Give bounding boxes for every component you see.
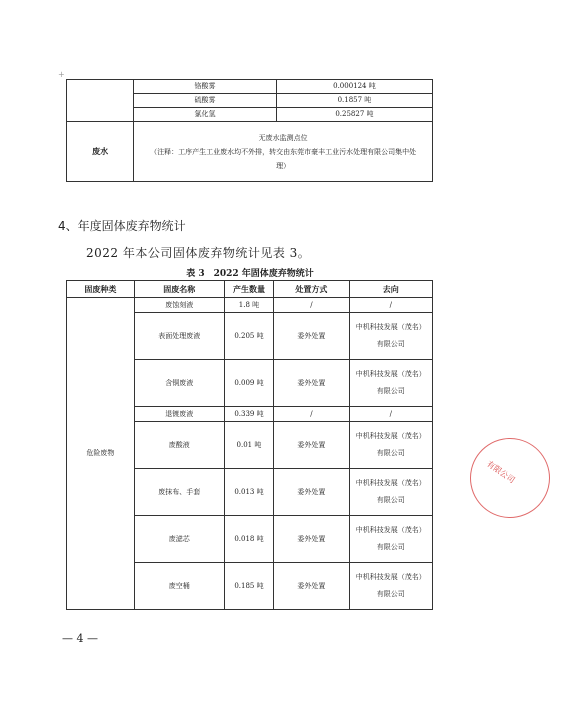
pollutant-value: 0.1857 吨 [276,94,432,108]
pollutant-value: 0.000124 吨 [276,80,432,94]
emissions-table [66,79,433,182]
company-seal [454,422,565,533]
waste-quantity: 0.339 吨 [224,407,274,422]
waste-destination: / [349,407,432,422]
header-method: 处置方式 [274,281,349,298]
section-paragraph: 2022 年本公司固体废弃物统计见表 3。 [86,246,311,260]
pollutant-name: 硫酸雾 [134,94,277,108]
waste-name: 退镀废液 [134,407,224,422]
solid-waste-table [66,280,433,610]
waste-quantity: 1.8 吨 [224,298,274,313]
pollutant-value: 0.25827 吨 [276,108,432,122]
waste-destination: 中机科技发展（茂名）有限公司 [349,563,432,610]
waste-quantity: 0.185 吨 [224,563,274,610]
disposal-method: / [274,407,349,422]
waste-destination: 中机科技发展（茂名）有限公司 [349,313,432,360]
table-caption: 表 3 2022 年固体废弃物统计 [186,269,314,279]
wastewater-description [134,122,433,182]
waste-name: 废蚀刻液 [134,298,224,313]
waste-quantity: 0.01 吨 [224,422,274,469]
waste-quantity: 0.013 吨 [224,469,274,516]
waste-destination: 中机科技发展（茂名）有限公司 [349,360,432,407]
pollutant-name: 铬酸雾 [134,80,277,94]
waste-quantity: 0.018 吨 [224,516,274,563]
wastewater-line1: 无废水监测点位 [258,133,308,142]
disposal-method: 委外处置 [274,422,349,469]
waste-name: 废抹布、手套 [134,469,224,516]
waste-name: 废空桶 [134,563,224,610]
waste-destination: 中机科技发展（茂名）有限公司 [349,422,432,469]
table-cell [67,80,134,122]
disposal-method: 委外处置 [274,360,349,407]
table-row [67,298,433,313]
waste-category: 危险废物 [67,298,135,610]
waste-destination: 中机科技发展（茂名）有限公司 [349,516,432,563]
section-heading: 4、年度固体废弃物统计 [58,219,186,233]
waste-name: 废酸液 [134,422,224,469]
header-quantity: 产生数量 [224,281,274,298]
disposal-method: 委外处置 [274,563,349,610]
header-category: 固废种类 [67,281,135,298]
waste-destination: 中机科技发展（茂名）有限公司 [349,469,432,516]
table-row [67,122,433,182]
table-row [67,80,433,94]
header-destination: 去向 [349,281,432,298]
wastewater-line2: （注释：工序产生工业废水均不外排，转交由东莞市豪丰工业污水处理有限公司集中处理） [150,147,417,170]
waste-name: 废滤芯 [134,516,224,563]
waste-destination: / [349,298,432,313]
disposal-method: 委外处置 [274,313,349,360]
pollutant-name: 氯化氢 [134,108,277,122]
page-number: — 4 — [62,632,98,645]
crop-mark: + [58,70,65,79]
wastewater-label: 废水 [67,122,134,182]
disposal-method: / [274,298,349,313]
waste-name: 含铜废液 [134,360,224,407]
table-header-row [67,281,433,298]
header-name: 固废名称 [134,281,224,298]
waste-quantity: 0.009 吨 [224,360,274,407]
disposal-method: 委外处置 [274,469,349,516]
waste-name: 表面处理废液 [134,313,224,360]
disposal-method: 委外处置 [274,516,349,563]
seal-text: 有限公司 [485,458,517,485]
waste-quantity: 0.205 吨 [224,313,274,360]
